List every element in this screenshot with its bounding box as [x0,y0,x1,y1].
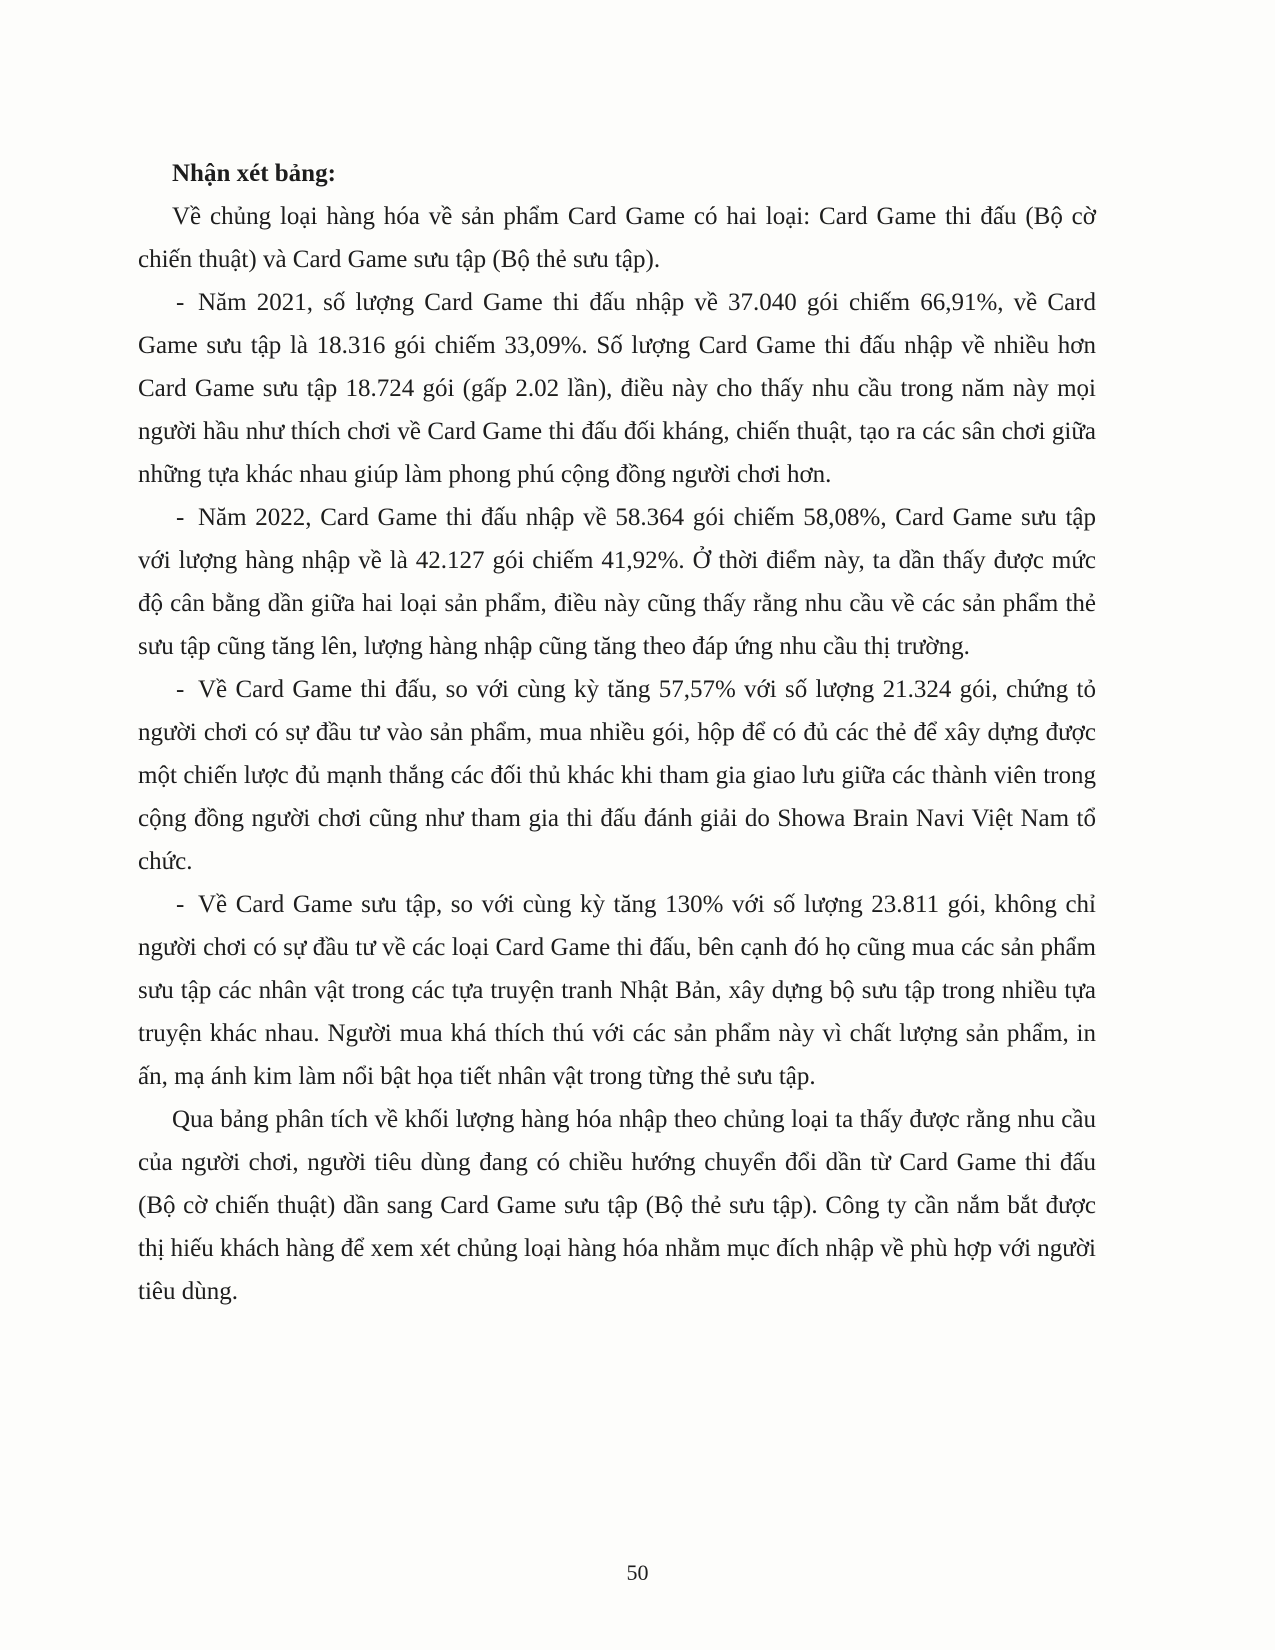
page-content [138,152,1096,1313]
bullet-dash: - [176,676,185,703]
bullet-item-competitive [138,668,1096,883]
bullet-dash: - [176,504,185,531]
bullet-dash: - [176,289,185,316]
bullet-text: Năm 2021, số lượng Card Game thi đấu nhập về 37.040 gói chiếm 66,91%, về Card Game sưu tập là 18.316 gói chiếm 33,09%. Số lượng Card Game thi đấu nhập về nhiều hơn Card Game sưu tập 18.724 gói (gấp 2.02 lần), điều này cho thấy nhu cầu trong năm này mọi người hầu như thích chơi về Card Game thi đấu đối kháng, chiến thuật, tạo ra các sân chơi giữa những tựa khác nhau giúp làm phong phú cộng đồng người chơi hơn. [138,289,1096,488]
bullet-dash: - [176,891,185,918]
bullet-item-2021 [138,281,1096,496]
bullet-item-2022 [138,496,1096,668]
bullet-text: Về Card Game sưu tập, so với cùng kỳ tăng 130% với số lượng 23.811 gói, không chỉ người chơi có sự đầu tư về các loại Card Game thi đấu, bên cạnh đó họ cũng mua các sản phẩm sưu tập các nhân vật trong các tựa truyện tranh Nhật Bản, xây dựng bộ sưu tập trong nhiều tựa truyện khác nhau. Người mua khá thích thú với các sản phẩm này vì chất lượng sản phẩm, in ấn, mạ ánh kim làm nổi bật họa tiết nhân vật trong từng thẻ sưu tập. [138,891,1096,1090]
section-heading: Nhận xét bảng: [172,160,336,187]
bullet-text: Về Card Game thi đấu, so với cùng kỳ tăng 57,57% với số lượng 21.324 gói, chứng tỏ người chơi có sự đầu tư vào sản phẩm, mua nhiều gói, hộp để có đủ các thẻ để xây dựng được một chiến lược đủ mạnh thắng các đối thủ khác khi tham gia giao lưu giữa các thành viên trong cộng đồng người chơi cũng như tham gia thi đấu đánh giải do Showa Brain Navi Việt Nam tổ chức. [138,676,1096,875]
bullet-text: Năm 2022, Card Game thi đấu nhập về 58.364 gói chiếm 58,08%, Card Game sưu tập với lượng hàng nhập về là 42.127 gói chiếm 41,92%. Ở thời điểm này, ta dần thấy được mức độ cân bằng dần giữa hai loại sản phẩm, điều này cũng thấy rằng nhu cầu về các sản phẩm thẻ sưu tập cũng tăng lên, lượng hàng nhập cũng tăng theo đáp ứng nhu cầu thị trường. [138,504,1096,660]
bullet-item-collectible [138,883,1096,1098]
page-number: 50 [626,1560,649,1585]
conclusion-paragraph: Qua bảng phân tích về khối lượng hàng hóa nhập theo chủng loại ta thấy được rằng nhu cầu của người chơi, người tiêu dùng đang có chiều hướng chuyển đổi dần từ Card Game thi đấu (Bộ cờ chiến thuật) dần sang Card Game sưu tập (Bộ thẻ sưu tập). Công ty cần nắm bắt được thị hiếu khách hàng để xem xét chủng loại hàng hóa nhằm mục đích nhập về phù hợp với người tiêu dùng. [138,1106,1096,1305]
intro-paragraph: Về chủng loại hàng hóa về sản phẩm Card Game có hai loại: Card Game thi đấu (Bộ cờ chiến thuật) và Card Game sưu tập (Bộ thẻ sưu tập). [138,203,1096,273]
